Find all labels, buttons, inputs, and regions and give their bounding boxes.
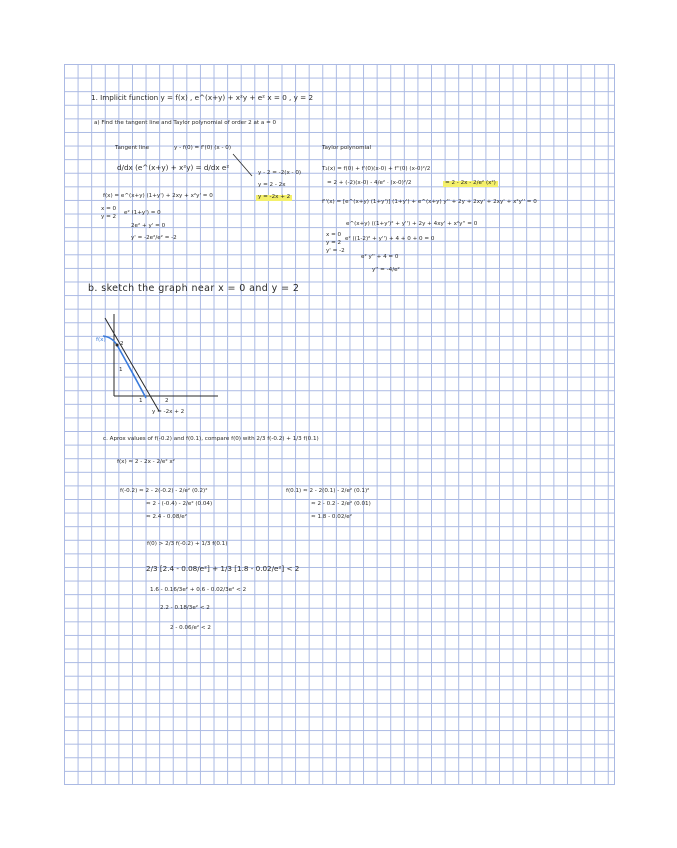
inequality-3: 2.2 - 0.18/3e² < 2 [160, 605, 210, 611]
inequality-1: 2/3 [2.4 - 0.08/e²] + 1/3 [1.8 - 0.02/e²] < 2 [146, 564, 300, 573]
question-title: 1. Implicit function y = f(x) , e^(x+y) + x²y + e² x = 0 , y = 2 [91, 93, 314, 102]
tangent-final: y = -2x + 2 [258, 194, 291, 200]
second-derivative-4: e² y'' + 4 = 0 [361, 254, 399, 260]
right-calc-2: ≈ 2 - 0.2 - 2/e² (0.01) [311, 501, 371, 507]
x-tick-2: 2 [165, 398, 169, 404]
second-derivative-3: e² ((1-2)² + y'') + 4 + 0 + 0 = 0 [345, 236, 435, 242]
inequality-2: 1.6 - 0.16/3e² + 0.6 - 0.02/3e² < 2 [150, 587, 247, 593]
taylor-line-1: T₂(x) = f(0) + f'(0)(x-0) + f''(0) (x-0)²/2 [322, 166, 431, 172]
right-calc-3: ≈ 1.8 - 0.02/e² [311, 514, 352, 520]
tangent-equation: y - f(0) = f'(0) (x - 0) [174, 145, 232, 151]
annotation-arrow [233, 154, 252, 176]
right-calc-1: f(0.1) ≈ 2 - 2(0.1) - 2/e² (0.1)² [286, 488, 370, 494]
part-b-heading: b. sketch the graph near x = 0 and y = 2 [88, 283, 300, 294]
sub2-y: y = 2 [326, 240, 342, 246]
left-calc-2: ≈ 2 - (-0.4) - 2/e² (0.04) [146, 501, 213, 507]
second-derivative-5: y'' = -4/e² [372, 267, 400, 273]
left-calc-1: f(-0.2) ≈ 2 - 2(-0.2) - 2/e² (0.2)² [120, 488, 208, 494]
step-1: e² (1+y') = 0 [124, 210, 161, 216]
sub2-x: x = 0 [326, 232, 342, 238]
derivative-line-1: d/dx (e^(x+y) + x²y) = d/dx e² [117, 163, 230, 172]
step-2: 2e² + y' = 0 [131, 223, 166, 229]
sub2-yprime: y' = -2 [326, 248, 345, 254]
part-c-heading: c. Aprox values of f(-0.2) and f(0.1), compare f(0) with 2/3 f(-0.2) + 1/3 f(0.1) [103, 436, 319, 442]
part-a-heading: a) Find the tangent line and Taylor polynomial of order 2 at a = 0 [94, 120, 277, 126]
curve-label: f(x) [96, 337, 106, 343]
left-calc-3: ≈ 2.4 - 0.08/e² [146, 514, 187, 520]
step-3: y' = -2e²/e² = -2 [131, 235, 177, 241]
y-tick-1: 1 [119, 367, 123, 373]
tangent-work-2: y = 2 - 2x [258, 182, 286, 188]
derivative-line-2: f(x) = e^(x+y) (1+y') + 2xy + x²y' = 0 [103, 193, 213, 199]
tangent-line [105, 318, 159, 411]
inequality-4: 2 - 0.06/e² < 2 [170, 625, 211, 631]
substitute-y: y = 2 [101, 214, 117, 220]
second-derivative-2: e^(x+y) ((1+y')² + y'') + 2y + 4xy' + x²y'' = 0 [346, 221, 478, 227]
taylor-label: Taylor polynomial [322, 145, 372, 151]
curve-fx [103, 336, 146, 398]
approx-formula: f(x) ≈ 2 - 2x - 2/e² x² [117, 459, 175, 465]
y-tick-2: 2 [120, 341, 124, 347]
tangent-work-1: y - 2 = -2(x - 0) [258, 170, 302, 176]
compare-statement: f(0) > 2/3 f(-0.2) + 1/3 f(0.1) [147, 541, 228, 547]
substitute-x: x = 0 [101, 206, 117, 212]
tangency-point [116, 344, 119, 347]
taylor-line-2: = 2 + (-2)(x-0) - 4/e² · (x-0)²/2 [327, 180, 412, 186]
taylor-result: = 2 - 2x - 2/e² (x²) [445, 180, 496, 186]
tangent-label: Tangent line [115, 145, 150, 151]
second-derivative-1: f''(x) = [e^(x+y) (1+y')] (1+y') + e^(x+y) y'' + 2y + 2xy' + 2xy' + x²y'' = 0 [322, 199, 537, 205]
line-label: y = -2x + 2 [152, 409, 185, 415]
x-tick-1: 1 [139, 398, 143, 404]
